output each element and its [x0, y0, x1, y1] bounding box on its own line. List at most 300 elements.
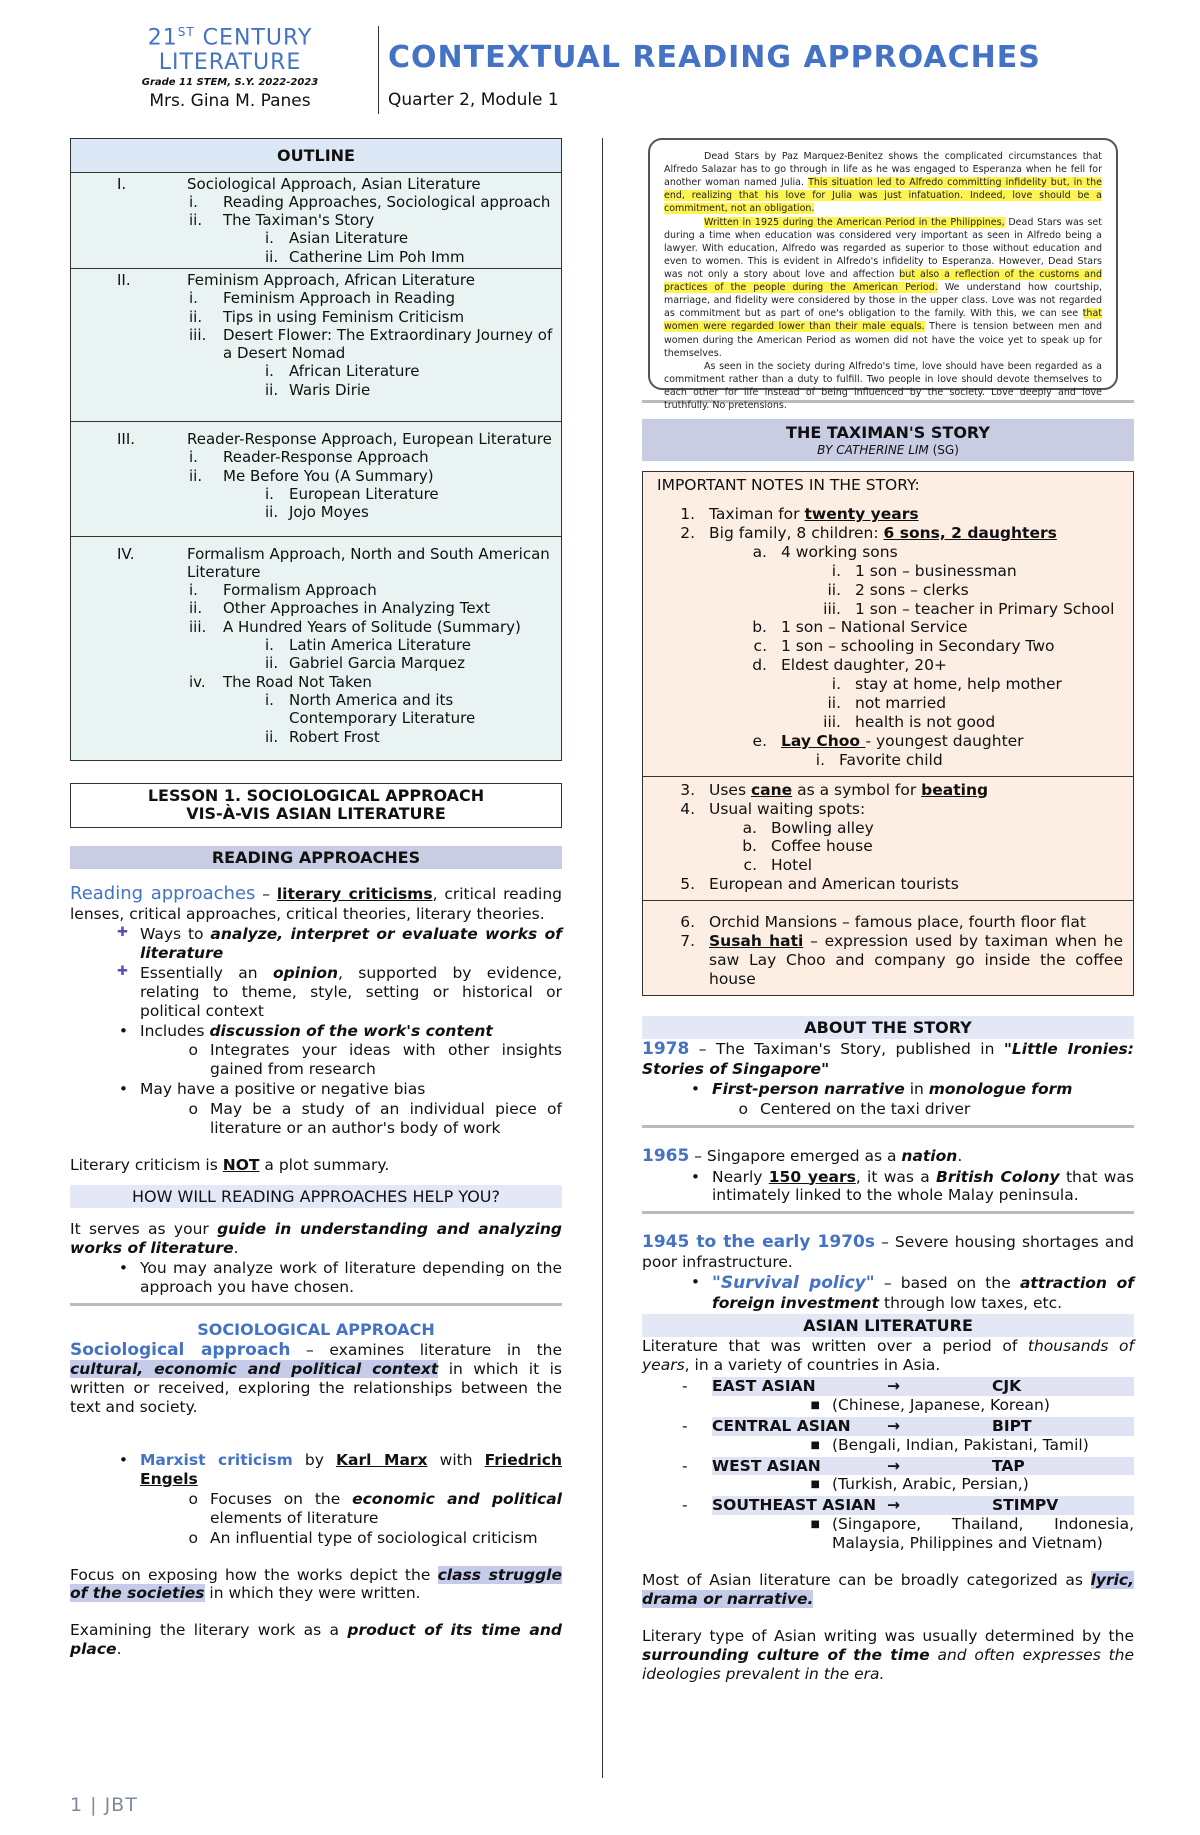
outline-marker: i. [265, 229, 274, 248]
year: 1978 [642, 1039, 690, 1060]
text: 1 son – schooling in Secondary Two [781, 637, 1055, 656]
outline-item-label: Reader-Response Approach [223, 448, 429, 467]
region-code: TAP [992, 1456, 1025, 1475]
socio-heading: SOCIOLOGICAL APPROACH [197, 1320, 435, 1339]
reading-term: Reading approaches [70, 883, 256, 905]
text: It serves as your [70, 1220, 218, 1239]
region-name: WEST ASIAN [712, 1456, 821, 1475]
square-bullet-icon: ■ [810, 1519, 820, 1531]
text: . [957, 1146, 963, 1165]
page-header [0, 0, 1200, 120]
bullet-icon: • [118, 1259, 128, 1278]
not-summary-note [70, 1156, 562, 1175]
text: Focus on exposing how the works depict the [70, 1565, 438, 1584]
emphasis: surrounding culture of the time [642, 1645, 930, 1664]
region-detail [642, 1396, 1134, 1415]
text: Bowling alley [771, 818, 874, 837]
outline-marker: i. [265, 362, 274, 381]
region-name: SOUTHEAST ASIAN [712, 1496, 877, 1515]
note-item [643, 694, 1133, 713]
outline-heading: OUTLINE [71, 139, 561, 173]
emphasis: "Little Ironies: Stories of Singapore" [642, 1040, 1134, 1079]
text: - youngest daughter [865, 731, 1024, 750]
region-label-bar [712, 1377, 1134, 1396]
circle-bullet-icon: o [188, 1489, 198, 1508]
outline-body [187, 430, 561, 521]
reading-definition [70, 883, 562, 924]
text: 1 son – businessman [855, 561, 1017, 580]
outline-item [187, 599, 561, 617]
emphasis: product of its time and place [70, 1621, 562, 1659]
notes-title: IMPORTANT NOTES IN THE STORY: [657, 476, 920, 495]
outline-item [187, 618, 561, 636]
outline-marker: ii. [265, 727, 279, 746]
outline-section [71, 173, 561, 269]
marker: e. [752, 731, 767, 750]
square-bullet-icon: ■ [810, 1439, 820, 1451]
text: not married [855, 694, 947, 713]
section-rule [642, 1211, 1134, 1214]
outline-subitem-label: African Literature [289, 362, 420, 381]
text: Nearly [712, 1167, 769, 1186]
text: May be a study of an individual piece of literature or an author's body of work [210, 1100, 562, 1138]
text: , supported by evidence, relating to theme, style, setting or historical or political context [140, 963, 562, 1020]
outline-item-label: Tips in using Feminism Criticism [223, 307, 465, 326]
region-name: EAST ASIAN [712, 1376, 816, 1395]
text: Most of Asian literature can be broadly categorized as [642, 1571, 1091, 1590]
outline-subitem [187, 728, 561, 746]
about-1978 [642, 1039, 1134, 1079]
emphasis: lyric, drama or narrative. [642, 1571, 1134, 1608]
highlight: but also a reflection of the customs and practices of the people during the American Period. [664, 268, 1102, 294]
outline-marker: i. [189, 581, 198, 600]
note-item [643, 581, 1133, 600]
emphasis: twenty years [804, 505, 919, 524]
text: 4 working sons [781, 542, 898, 561]
socio-term: Sociological approach [70, 1339, 291, 1360]
text: through low taxes, etc. [879, 1293, 1063, 1312]
outline-item-label: A Hundred Years of Solitude (Summary) [223, 617, 521, 636]
bullet-icon: • [690, 1272, 700, 1291]
outline-subitem [187, 362, 561, 380]
outline-subitem-label: Gabriel Garcia Marquez [289, 654, 466, 673]
circle-bullet-icon: o [738, 1099, 748, 1118]
text: Integrates your ideas with other insights gained from research [210, 1041, 562, 1079]
marker: 6. [680, 913, 695, 932]
outline-section-title: Formalism Approach, North and South American Literature [187, 544, 550, 581]
arrow-bullet-icon: ✚ [117, 963, 128, 979]
about-1945 [642, 1232, 1134, 1272]
column-divider [602, 138, 603, 1778]
emphasis: cane [750, 780, 793, 799]
outline-subitem-label: Catherine Lim Poh Imm [289, 247, 465, 266]
country: (SG) [928, 442, 959, 457]
text: by [292, 1450, 337, 1469]
list-item [70, 1080, 562, 1099]
right-arrow-icon: → [887, 1376, 900, 1395]
note-item [643, 856, 1133, 875]
marker: d. [752, 656, 767, 675]
emphasis: Susah hati [709, 932, 804, 951]
text: , in a variety of countries in Asia. [684, 1356, 941, 1375]
note-item [643, 913, 1133, 932]
reading-approaches-band: READING APPROACHES [70, 846, 562, 870]
page-title: CONTEXTUAL READING APPROACHES [388, 40, 1041, 75]
arrow-bullet-icon: ✚ [117, 924, 128, 940]
marker: 7. [680, 932, 695, 951]
focus-text [70, 1566, 562, 1604]
list-item [70, 1529, 562, 1548]
marker: ii. [827, 580, 841, 599]
outline-item-label: Other Approaches in Analyzing Text [223, 599, 491, 618]
highlight: that women were regarded lower than their male equals. [664, 308, 1102, 333]
region-row [642, 1377, 1134, 1396]
definition-rest: , critical reading lenses, critical approaches, critical theories, literary theories. [70, 885, 562, 924]
square-bullet-icon: ■ [810, 1399, 820, 1411]
marker: iii. [823, 599, 841, 618]
outline-subitem [187, 381, 561, 399]
region-code: CJK [992, 1376, 1022, 1395]
outline-body [187, 175, 561, 266]
list-item [642, 1080, 1134, 1099]
outline-marker: ii. [189, 307, 203, 326]
lesson-title-line1: LESSON 1. SOCIOLOGICAL APPROACH [147, 785, 485, 805]
dash-bullet-icon: - [682, 1496, 688, 1515]
region-label-bar [712, 1496, 1134, 1515]
text: . [233, 1239, 239, 1258]
note-item [643, 819, 1133, 838]
marker: c. [743, 856, 757, 875]
highlight: This situation led to Alfredo committing infidelity but, in the end, realizing that his love for Julia was just infatuation. Indeed, love should be a commitment, not an obligation. [664, 177, 1102, 215]
marker: i. [831, 675, 841, 694]
outline-subitem [187, 229, 561, 247]
teacher-name: Mrs. Gina M. Panes [149, 90, 311, 111]
text: May have a positive or negative bias [140, 1080, 426, 1099]
dash: – [255, 885, 277, 904]
list-item [70, 1451, 562, 1489]
grade-line: Grade 11 STEM, S.Y. 2022-2023 [141, 76, 319, 88]
help-text [70, 1220, 562, 1258]
outline-section-title: Reader-Response Approach, European Literature [187, 430, 552, 449]
about-1965 [642, 1146, 1134, 1167]
outline-marker: i. [265, 690, 274, 709]
outline-item [187, 448, 561, 466]
taximan-title: THE TAXIMAN'S STORY [786, 423, 990, 442]
text: European and American tourists [709, 875, 959, 894]
outline-subitem-label: Waris Dirie [289, 380, 371, 399]
marxist-list [70, 1451, 562, 1548]
bullet-icon: • [118, 1021, 128, 1040]
outline-number: IV. [117, 544, 135, 563]
outline-item-label: Desert Flower: The Extraordinary Journey of a Desert Nomad [223, 325, 553, 363]
header-divider [378, 26, 379, 114]
text: Dead Stars was set during a time when education was considered very important as seen in Alfredo being a lawyer. With education, Alfredo was regarded as superior to those without education and even to women. This is evident in Alfredo's infidelity to Esperanza. However, Dead Stars was not only a story about love and affection [664, 216, 1102, 280]
outline-subitem-label: European Literature [289, 484, 439, 503]
outline-item [187, 467, 561, 485]
marker: a. [752, 542, 767, 561]
help-band: HOW WILL READING APPROACHES HELP YOU? [70, 1185, 562, 1209]
marker: i. [815, 750, 825, 769]
region-detail [642, 1515, 1134, 1553]
story-notes-box [642, 471, 1134, 996]
outline-item-label: Reading Approaches, Sociological approach [223, 192, 551, 211]
note-item [643, 675, 1133, 694]
list-item [642, 1100, 1134, 1119]
emphasis: 6 sons, 2 daughters [883, 523, 1057, 542]
outline-item [187, 193, 561, 211]
text: Focuses on the [210, 1489, 353, 1508]
text: Taximan for [709, 505, 805, 524]
marker: ii. [827, 694, 841, 713]
outline-section [71, 537, 561, 760]
notes-section [643, 777, 1133, 901]
marker: 5. [680, 875, 695, 894]
key-term: literary criticisms [276, 885, 433, 904]
text: – expression used by taximan when he saw Lay Choo and company go inside the coffee house [709, 932, 1123, 988]
outline-marker: ii. [265, 503, 279, 522]
year: 1965 [642, 1145, 690, 1166]
text: We understand how courtship, marriage, and fidelity were considered by those in the upper class. Love was not regarded as commitment but as part of one's obligation to the family. With this, we can see [664, 282, 1102, 320]
outline-marker: ii. [189, 599, 203, 618]
text: Hotel [771, 856, 813, 875]
emphasis: guide in understanding and analyzing works of literature [70, 1220, 562, 1258]
outline-item [187, 581, 561, 599]
help-bullets [70, 1259, 562, 1297]
emphasis: class struggle of the societies [70, 1565, 562, 1603]
list-item [70, 1022, 562, 1041]
outline-section-title: Feminism Approach, African Literature [187, 271, 475, 289]
outline-item-label: The Taximan's Story [223, 211, 375, 230]
section-rule [70, 1303, 562, 1306]
outline-section-title: Sociological Approach, Asian Literature [187, 174, 481, 193]
square-bullet-icon: ■ [810, 1479, 820, 1491]
outline-subitem-label: Robert Frost [289, 727, 380, 746]
text: – The Taximan's Story, published in [689, 1040, 1004, 1059]
region-row [642, 1496, 1134, 1515]
region-label-bar [712, 1417, 1134, 1436]
note-item [643, 713, 1133, 732]
marker: b. [742, 837, 757, 856]
outline-number: III. [117, 430, 136, 449]
outline-marker: iii. [189, 325, 207, 344]
reading-bullets [70, 925, 562, 1138]
list-item [70, 1041, 562, 1079]
about-1945-list [642, 1273, 1134, 1313]
list-item [70, 1259, 562, 1297]
emphasis: attraction of foreign investment [712, 1273, 1135, 1312]
outline-subitem [187, 654, 561, 672]
asian-categories [642, 1571, 1134, 1609]
region-countries: (Singapore, Thailand, Indonesia, Malaysia, Philippines and Vietnam) [832, 1515, 1134, 1553]
text: Literary criticism is [70, 1155, 223, 1174]
list-item [642, 1168, 1134, 1206]
note-item [643, 837, 1133, 856]
outline-item-label: Me Before You (A Summary) [223, 466, 434, 485]
marker: 1. [680, 505, 695, 524]
outline-subitem-label: North America and its Contemporary Literature [289, 690, 476, 728]
text: Favorite child [839, 750, 943, 769]
course-block [110, 26, 350, 112]
bullet-icon: • [118, 1450, 128, 1469]
bullet-icon: • [690, 1167, 700, 1186]
text: Coffee house [771, 837, 873, 856]
text: You may analyze work of literature depending on the approach you have chosen. [140, 1259, 562, 1297]
outline-subitem [187, 691, 561, 728]
text: There is tension between men and women during the American Period as women did not have the voice yet to speak up for themselves. [664, 321, 1102, 359]
region-name: CENTRAL ASIAN [712, 1416, 851, 1435]
list-item [70, 1490, 562, 1528]
text: a plot summary. [259, 1155, 390, 1174]
region-row [642, 1457, 1134, 1476]
region-countries: (Bengali, Indian, Pakistani, Tamil) [832, 1435, 1089, 1454]
text: . [116, 1640, 122, 1659]
outline-item [187, 326, 561, 363]
marker: 4. [680, 799, 695, 818]
text: in [904, 1079, 929, 1098]
note-item [643, 618, 1133, 637]
emphasis: British Colony [936, 1167, 1060, 1186]
emphasis: monologue form [928, 1079, 1073, 1098]
region-detail [642, 1475, 1134, 1494]
circle-bullet-icon: o [188, 1100, 198, 1119]
text: health is not good [855, 713, 996, 732]
outline-subitem-label: Latin America Literature [289, 636, 471, 655]
outline-marker: iv. [189, 672, 206, 691]
circle-bullet-icon: o [188, 1528, 198, 1547]
list-item [70, 1100, 562, 1138]
region-label-bar [712, 1457, 1134, 1476]
note-item [643, 732, 1133, 751]
text: Centered on the taxi driver [760, 1099, 971, 1118]
region-code: STIMPV [992, 1496, 1059, 1515]
lesson-title-box [70, 783, 562, 828]
course-sup: ST [177, 25, 195, 39]
text: Includes [140, 1021, 210, 1040]
region-detail [642, 1436, 1134, 1455]
outline-item [187, 211, 561, 229]
about-1978-list [642, 1080, 1134, 1119]
emphasis: discussion of the work's content [209, 1021, 493, 1040]
course-title [110, 26, 350, 75]
text: An influential type of sociological criticism [210, 1528, 538, 1547]
outline-body [187, 545, 561, 746]
author: BY CATHERINE LIM [817, 442, 929, 457]
outline-marker: ii. [265, 654, 279, 673]
note-item [643, 637, 1133, 656]
outline-marker: ii. [265, 380, 279, 399]
region-countries: (Chinese, Japanese, Korean) [832, 1395, 1050, 1414]
about-band: ABOUT THE STORY [642, 1016, 1134, 1040]
note-item [643, 524, 1133, 543]
about-1965-list [642, 1168, 1134, 1206]
note-item [643, 781, 1133, 800]
marxist-term: Marxist criticism [140, 1450, 293, 1469]
text: as a symbol for [792, 780, 922, 799]
text: in which it is written or received, exploring the relationships between the text and society. [70, 1360, 562, 1417]
note-item [643, 875, 1133, 894]
circle-bullet-icon: o [188, 1041, 198, 1060]
text: Dead Stars by Paz Marquez-Benitez shows the complicated circumstances that Alfredo Salazar has to go through in life as he was engaged to Esperanza when he fell for another woman named Julia. [664, 151, 1102, 189]
outline-subitem [187, 503, 561, 521]
region-row [642, 1417, 1134, 1436]
text: – Singapore emerged as a [689, 1146, 902, 1165]
emphasis: nation [901, 1146, 958, 1165]
note-item [643, 751, 1133, 770]
text: – Severe housing shortages and poor infrastructure. [642, 1233, 1135, 1272]
text: elements of literature [210, 1508, 379, 1527]
outline-item [187, 308, 561, 326]
asian-intro [642, 1337, 1134, 1375]
emphasis: analyze, interpret or evaluate works of literature [140, 924, 562, 962]
page-footer: 1 | JBT [70, 1794, 138, 1816]
marker: c. [753, 637, 767, 656]
taximan-byline [642, 443, 1134, 458]
list-item [70, 964, 562, 1021]
right-arrow-icon: → [887, 1496, 900, 1515]
emphasis: beating [921, 780, 989, 799]
emphasis: opinion [272, 963, 339, 982]
text: 2 sons – clerks [855, 580, 969, 599]
dead-stars-excerpt-image [648, 138, 1118, 412]
socio-definition [70, 1340, 562, 1417]
right-arrow-icon: → [887, 1416, 900, 1435]
course-name: CENTURY LITERATURE [158, 25, 313, 75]
asian-type [642, 1627, 1134, 1684]
text: 1 son – teacher in Primary School [855, 599, 1115, 618]
note-item [643, 656, 1133, 675]
emphasis: Lay Choo [781, 731, 866, 750]
outline-body [187, 271, 561, 399]
text: Essentially an [140, 963, 273, 982]
taximan-band [642, 419, 1134, 461]
text: 1 son – National Service [781, 618, 968, 637]
right-arrow-icon: → [887, 1456, 900, 1475]
note-item [643, 562, 1133, 581]
text: Uses [709, 780, 751, 799]
list-item [642, 1273, 1134, 1313]
outline-subitem [187, 248, 561, 266]
text: – based on the [874, 1273, 1020, 1292]
emphasis: thousands of years [642, 1337, 1134, 1375]
outline-marker: i. [189, 192, 198, 211]
dash-bullet-icon: - [682, 1376, 688, 1395]
outline-marker: ii. [189, 211, 203, 230]
outline-subitem [187, 485, 561, 503]
outline-marker: i. [189, 289, 198, 308]
outline-subitem-label: Jojo Moyes [289, 503, 369, 522]
marker: 2. [680, 523, 695, 542]
text: stay at home, help mother [855, 675, 1062, 694]
note-item [643, 543, 1133, 562]
excerpt-paragraph: As seen in the society during Alfredo's time, love should have been regarded as a commitment rather than a duty to fulfill. Two people in love should devote themselves to each other for life instead of being influenced by the society. Love deeply and love truthfully. No pretensions. [664, 360, 1102, 412]
policy-name: "Survival policy" [712, 1272, 875, 1293]
text: Examining the literary work as a [70, 1621, 348, 1640]
text: Big family, 8 children: [709, 523, 884, 542]
asian-lit-band: ASIAN LITERATURE [642, 1314, 1134, 1338]
outline-marker: ii. [189, 466, 203, 485]
bullet-icon: • [690, 1079, 700, 1098]
lesson-title-line2: VIS-À-VIS ASIAN LITERATURE [186, 804, 446, 824]
note-item [643, 800, 1133, 819]
text: and often expresses the ideologies prevalent in the era. [642, 1645, 1135, 1683]
text: in which they were written. [204, 1584, 421, 1603]
outline-marker: ii. [265, 247, 279, 266]
outline-number: II. [117, 271, 131, 289]
text: that was intimately linked to the whole Malay peninsula. [712, 1167, 1134, 1205]
year: 1945 to the early 1970s [642, 1232, 875, 1253]
section-rule [642, 1125, 1134, 1128]
examining-text [70, 1621, 562, 1659]
